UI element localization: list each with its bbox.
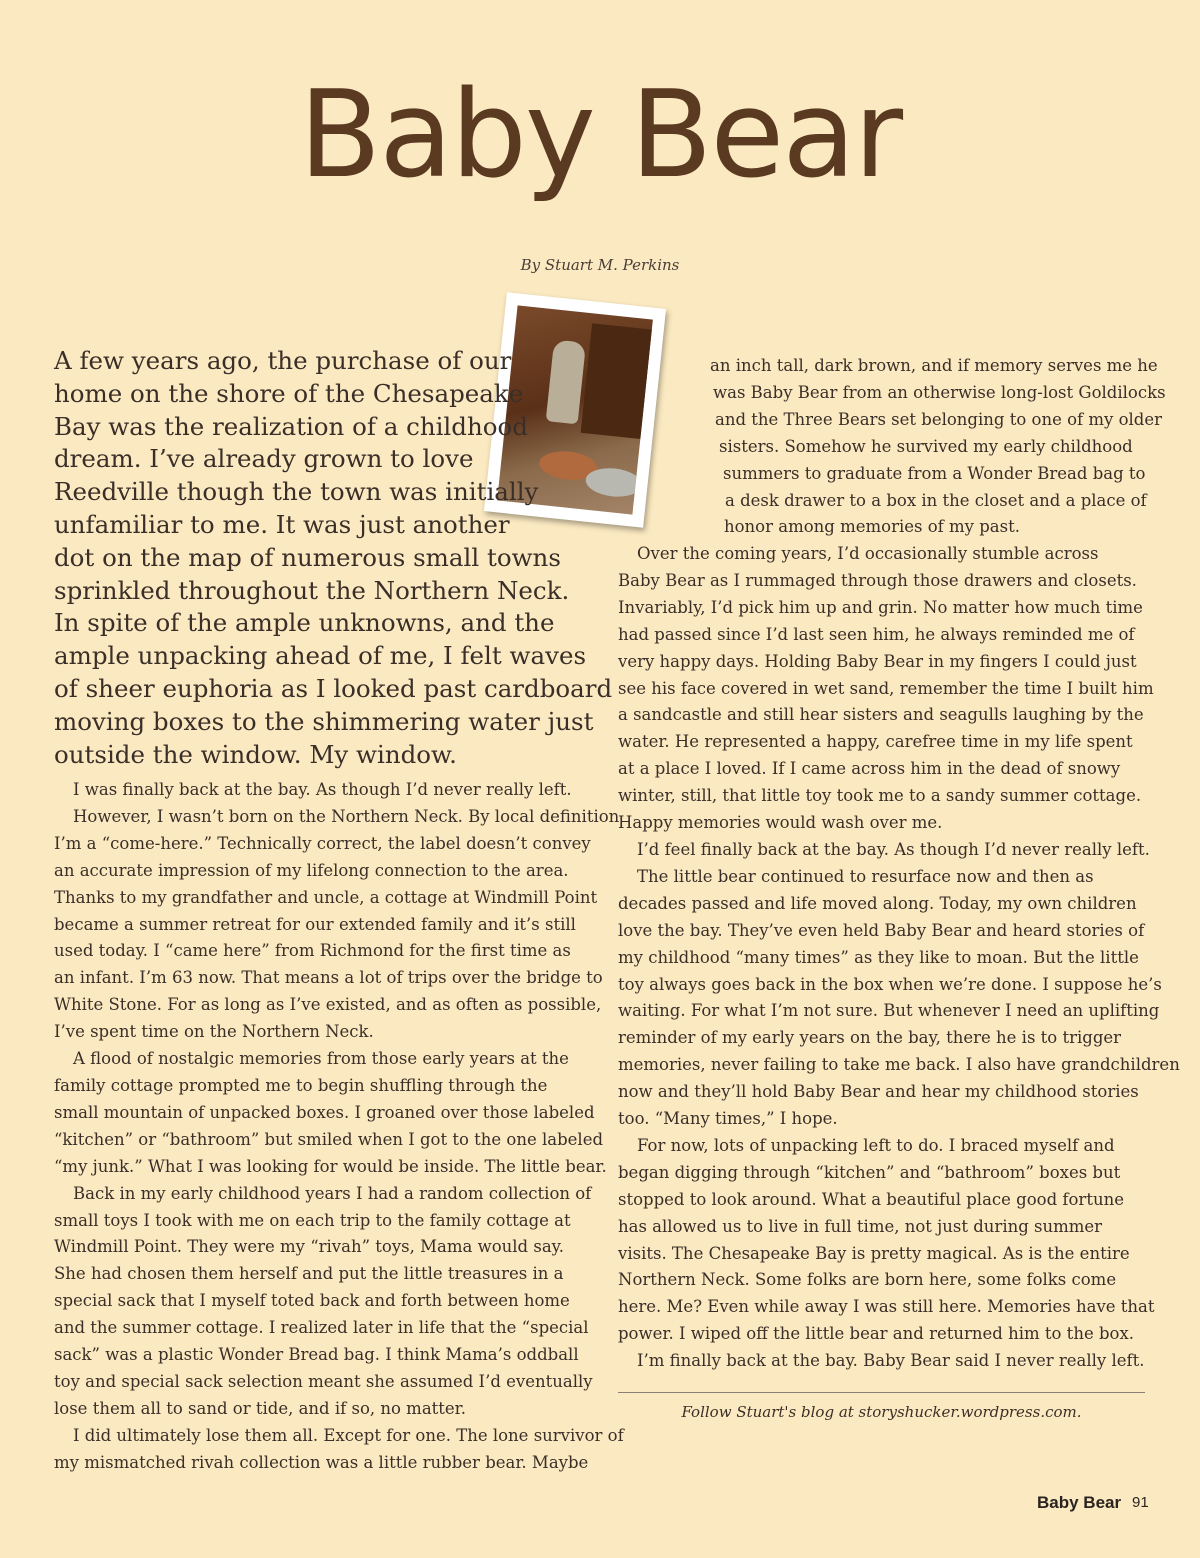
text-line: has allowed us to live in full time, not just during summer bbox=[618, 1216, 1103, 1236]
byline: By Stuart M. Perkins bbox=[520, 256, 680, 274]
text-line: Back in my early childhood years I had a random collection of bbox=[73, 1183, 592, 1203]
text-line: toy always goes back in the box when we’re done. I suppose he’s bbox=[618, 974, 1162, 994]
text-line: I did ultimately lose them all. Except for one. The lone survivor of bbox=[73, 1425, 624, 1445]
text-line: here. Me? Even while away I was still here. Memories have that bbox=[618, 1297, 1155, 1317]
text-line: “kitchen” or “bathroom” but smiled when I got to the one labeled bbox=[54, 1129, 604, 1149]
text-line: I’d feel finally back at the bay. As though I’d never really left. bbox=[637, 839, 1150, 859]
text-line: reminder of my early years on the bay, there he is to trigger bbox=[618, 1028, 1122, 1048]
text-line: an accurate impression of my lifelong connection to the area. bbox=[54, 860, 569, 880]
text-line: too. “Many times,” I hope. bbox=[618, 1109, 838, 1129]
text-line: Windmill Point. They were my “rivah” toys, Mama would say. bbox=[54, 1237, 565, 1257]
text-line: stopped to look around. What a beautiful place good fortune bbox=[618, 1189, 1124, 1209]
article-title: Baby Bear bbox=[298, 66, 902, 205]
text-line: dream. I’ve already grown to love bbox=[54, 444, 474, 474]
text-line: A few years ago, the purchase of our bbox=[54, 346, 512, 375]
text-line: my childhood “many times” as they like to moan. But the little bbox=[618, 947, 1139, 967]
text-line: an infant. I’m 63 now. That means a lot of trips over the bridge to bbox=[54, 968, 603, 988]
text-line: had passed since I’d last seen him, he always reminded me of bbox=[618, 624, 1135, 644]
text-line: toy and special sack selection meant she assumed I’d eventually bbox=[54, 1371, 593, 1391]
text-line: visits. The Chesapeake Bay is pretty magical. As is the entire bbox=[618, 1243, 1130, 1263]
text-line: White Stone. For as long as I’ve existed, and as often as possible, bbox=[54, 995, 602, 1015]
column-right-top bbox=[710, 353, 1166, 541]
text-line: sprinkled throughout the Northern Neck. bbox=[54, 575, 570, 605]
text-line: used today. I “came here” from Richmond for the first time as bbox=[54, 941, 571, 961]
text-line: see his face covered in wet sand, remember the time I built him bbox=[618, 678, 1154, 698]
text-line: a desk drawer to a box in the closet and a place of bbox=[725, 490, 1147, 510]
text-line: “my junk.” What I was looking for would be inside. The little bear. bbox=[54, 1156, 607, 1176]
text-line: I’ve spent time on the Northern Neck. bbox=[54, 1022, 374, 1042]
text-line: moving boxes to the shimmering water just bbox=[54, 706, 594, 736]
text-line: Reedville though the town was initially bbox=[54, 477, 539, 507]
text-line: Thanks to my grandfather and uncle, a cottage at Windmill Point bbox=[54, 887, 598, 907]
text-line: I’m finally back at the bay. Baby Bear said I never really left. bbox=[637, 1351, 1145, 1371]
text-line: Invariably, I’d pick him up and grin. No matter how much time bbox=[618, 597, 1143, 617]
text-line: and the Three Bears set belonging to one of my older bbox=[715, 409, 1163, 429]
text-line: now and they’ll hold Baby Bear and hear my childhood stories bbox=[618, 1082, 1139, 1102]
text-line: a sandcastle and still hear sisters and seagulls laughing by the bbox=[618, 705, 1144, 725]
blog-link-text: Follow Stuart's blog at storyshucker.wordpress.com. bbox=[681, 1403, 1082, 1421]
text-line: lose them all to sand or tide, and if so, no matter. bbox=[54, 1398, 467, 1418]
text-line: began digging through “kitchen” and “bathroom” boxes but bbox=[618, 1162, 1121, 1182]
text-line: Happy memories would wash over me. bbox=[618, 813, 943, 833]
text-line: Bay was the realization of a childhood bbox=[54, 411, 528, 441]
page-number: 91 bbox=[1132, 1494, 1149, 1511]
running-title: Baby Bear bbox=[1037, 1493, 1122, 1512]
text-line: special sack that I myself toted back and forth between home bbox=[54, 1291, 570, 1311]
text-line: became a summer retreat for our extended family and it’s still bbox=[54, 914, 576, 934]
text-line: memories, never failing to take me back. I also have grandchildren bbox=[618, 1055, 1180, 1075]
text-line: A flood of nostalgic memories from those early years at the bbox=[73, 1049, 569, 1069]
column-right bbox=[618, 541, 1180, 1375]
text-line: ample unpacking ahead of me, I felt waves bbox=[54, 641, 587, 671]
text-line: small mountain of unpacked boxes. I groaned over those labeled bbox=[54, 1102, 595, 1122]
text-line: at a place I loved. If I came across him in the dead of snowy bbox=[618, 759, 1121, 779]
text-line: Northern Neck. Some folks are born here, some folks come bbox=[618, 1270, 1117, 1290]
text-line: However, I wasn’t born on the Northern Neck. By local definition bbox=[73, 806, 620, 826]
column-left bbox=[54, 777, 624, 1477]
text-line: dot on the map of numerous small towns bbox=[54, 542, 561, 572]
text-line: Over the coming years, I’d occasionally stumble across bbox=[637, 544, 1099, 563]
text-line: power. I wiped off the little bear and returned him to the box. bbox=[618, 1324, 1134, 1344]
text-line: love the bay. They’ve even held Baby Bear and heard stories of bbox=[618, 920, 1145, 940]
text-line: winter, still, that little toy took me to a sandy summer cottage. bbox=[618, 786, 1142, 806]
lead-paragraph bbox=[54, 345, 613, 771]
text-line: Baby Bear as I rummaged through those drawers and closets. bbox=[618, 570, 1137, 590]
text-line: In spite of the ample unknowns, and the bbox=[54, 608, 555, 638]
divider bbox=[618, 1392, 1145, 1393]
text-line: and the summer cottage. I realized later in life that the “special bbox=[54, 1318, 589, 1338]
text-line: For now, lots of unpacking left to do. I braced myself and bbox=[637, 1135, 1115, 1155]
text-line: water. He represented a happy, carefree time in my life spent bbox=[618, 732, 1133, 752]
text-line: sisters. Somehow he survived my early childhood bbox=[719, 436, 1133, 456]
text-line: I’m a “come-here.” Technically correct, the label doesn’t convey bbox=[54, 833, 591, 853]
text-line: She had chosen them herself and put the little treasures in a bbox=[54, 1264, 564, 1284]
text-line: small toys I took with me on each trip to the family cottage at bbox=[54, 1210, 571, 1230]
text-line: unfamiliar to me. It was just another bbox=[54, 509, 510, 539]
text-line: was Baby Bear from an otherwise long-lost Goldilocks bbox=[713, 382, 1166, 402]
text-line: I was finally back at the bay. As though I’d never really left. bbox=[73, 780, 572, 799]
text-line: my mismatched rivah collection was a little rubber bear. Maybe bbox=[54, 1452, 589, 1472]
text-line: summers to graduate from a Wonder Bread bag to bbox=[723, 463, 1146, 483]
text-line: The little bear continued to resurface now and then as bbox=[637, 866, 1094, 886]
text-line: of sheer euphoria as I looked past cardboard bbox=[54, 673, 613, 703]
text-line: home on the shore of the Chesapeake bbox=[54, 378, 524, 408]
text-line: outside the window. My window. bbox=[54, 739, 457, 769]
text-line: waiting. For what I’m not sure. But whenever I need an uplifting bbox=[618, 1001, 1160, 1021]
text-line: sack” was a plastic Wonder Bread bag. I think Mama’s oddball bbox=[54, 1345, 579, 1365]
text-line: very happy days. Holding Baby Bear in my fingers I could just bbox=[618, 651, 1137, 671]
text-line: an inch tall, dark brown, and if memory serves me he bbox=[710, 356, 1158, 375]
text-line: family cottage prompted me to begin shuffling through the bbox=[54, 1075, 548, 1095]
text-line: honor among memories of my past. bbox=[724, 517, 1020, 537]
text-line: decades passed and life moved along. Today, my own children bbox=[618, 893, 1137, 913]
